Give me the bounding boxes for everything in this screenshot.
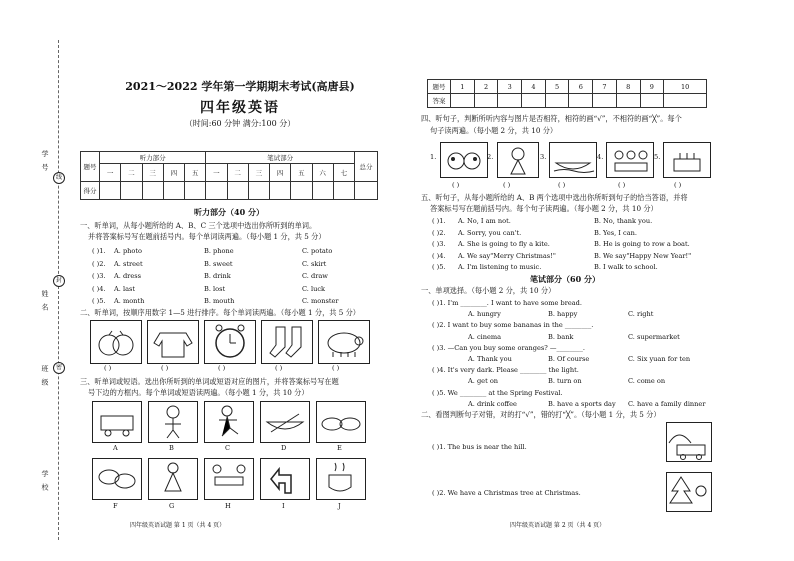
answer-col: 10 (664, 80, 707, 94)
seal-line: 线 (53, 172, 65, 184)
q5-title-2: 答案标号写在题前括号内。每个句子读两遍。（每小题 2 分，共 10 分） (430, 204, 658, 213)
option-c: C. right (628, 310, 654, 319)
written-heading: 笔试部分（60 分） (530, 274, 600, 284)
listening-group: 听力部分 (100, 152, 206, 164)
total-label: 总分 (355, 152, 378, 182)
option-c: C. draw (302, 272, 328, 280)
option-b: B. I walk to school. (594, 263, 658, 272)
option-a: A. Thank you (468, 354, 512, 363)
score-row-label: 题号 (81, 152, 100, 182)
socks-icon (262, 321, 312, 363)
girl-icon (149, 459, 197, 499)
question-text: It's very dark. Please ________ the light. (447, 366, 579, 375)
answer-col: 2 (474, 80, 498, 94)
option-c: C. monster (302, 297, 339, 305)
clock-icon (205, 321, 255, 363)
item-number: ( )2. (432, 228, 446, 237)
option-b: B. turn on (548, 377, 582, 386)
q1-item (92, 295, 382, 308)
class-label: 班 级 (41, 365, 49, 388)
answer-cell[interactable] (545, 94, 569, 108)
score-cell[interactable] (142, 182, 163, 200)
school-label: 学 校 (41, 470, 49, 493)
sweater-icon (148, 321, 198, 363)
score-cell[interactable] (163, 182, 184, 200)
score-cell[interactable] (355, 182, 378, 200)
q1-item (92, 283, 382, 296)
q5-item (432, 216, 712, 228)
score-cell[interactable] (270, 182, 291, 200)
q5-item (432, 262, 712, 274)
q5-item (432, 239, 712, 251)
item-number: ( )1. (432, 299, 446, 307)
picture-label: F (113, 502, 118, 510)
item-number: ( )5. (432, 388, 446, 397)
tomato-picture (90, 320, 142, 364)
item-number: ( )3. (432, 343, 446, 352)
answer-cell[interactable] (498, 94, 522, 108)
q1-item (92, 270, 382, 283)
item-number: ( )4. (432, 251, 446, 260)
option-a: A. street (114, 259, 143, 268)
s1-options (432, 376, 712, 387)
option-a: A. We say"Merry Christmas!" (458, 251, 556, 260)
item-number: ( )4. (432, 366, 446, 375)
picture-label: I (282, 502, 285, 510)
chess-picture (204, 458, 254, 500)
option-c: C. come on (628, 377, 666, 386)
coffee-picture (316, 458, 366, 500)
question-text: I want to buy some bananas in the ________. (447, 321, 594, 330)
family-icon (607, 143, 653, 177)
binding-line (58, 40, 59, 540)
answer-table (427, 79, 707, 108)
bread-icon (317, 402, 365, 442)
q4-answer-blank[interactable]: ( ) (674, 181, 682, 189)
option-a: A. dress (114, 272, 141, 280)
pig-picture (318, 320, 370, 364)
item-number: ( )4. (92, 284, 106, 293)
seal-seal: 封 (53, 275, 65, 287)
option-a: A. last (114, 284, 136, 293)
score-col: 五 (291, 164, 312, 182)
q4-answer-blank[interactable]: ( ) (618, 181, 626, 189)
name-label: 姓 名 (41, 290, 49, 313)
answer-col: 8 (616, 80, 640, 94)
option-a: A. hungry (468, 310, 501, 319)
boat-picture (260, 401, 310, 443)
answer-col: 9 (640, 80, 664, 94)
q4-title: 四、听句子，判断所听内容与图片是否相符，相符的画“√”，不相符的画“╳”。每个 (421, 114, 682, 123)
q1-title: 一、听单词，从每小题所给的 A、B、C 三个选项中选出你所听到的单词。 (80, 221, 317, 230)
option-c: C. Six yuan for ten (628, 354, 691, 363)
bread-picture (316, 401, 366, 443)
answer-cell[interactable] (451, 94, 475, 108)
item-number: ( )2. (432, 321, 446, 330)
item-number: ( )3. (92, 272, 106, 280)
option-b: B. have a sports day (548, 399, 616, 408)
q5-item (432, 251, 712, 263)
q4-num: 2. (487, 153, 494, 161)
tomato-icon (91, 321, 141, 363)
socks-picture (261, 320, 313, 364)
s1-options (432, 309, 712, 320)
bus-hill-picture (666, 422, 712, 462)
seal-secret: 密 (53, 362, 65, 374)
s2-title: 二、看图判断句子对错，对的打“√”，错的打“╳”。（每小题 1 分，共 5 分） (421, 410, 661, 419)
christmas-tree-icon (667, 473, 711, 511)
christmas-picture (666, 472, 712, 512)
answer-col: 6 (569, 80, 593, 94)
option-b: B. He is going to row a boat. (594, 240, 690, 249)
score-col: 五 (185, 164, 206, 182)
q1-item (92, 245, 382, 258)
exam-meta: （时间:60 分钟 满分:100 分） (184, 119, 296, 128)
option-c: C. skirt (302, 259, 327, 268)
picture-label: G (169, 502, 175, 510)
option-b: B. happy (548, 310, 578, 319)
item-number: ( )2. (432, 489, 446, 497)
boy-picture (148, 401, 198, 443)
score-cell[interactable] (121, 182, 142, 200)
score-col: 一 (206, 164, 227, 182)
option-a: A. get on (468, 377, 499, 386)
option-b: B. phone (204, 247, 234, 255)
exam-title: 2021～2022 学年第一学期期末考试(高唐县) (125, 80, 355, 93)
q4-num: 5. (654, 153, 661, 161)
sweater-picture (147, 320, 199, 364)
option-c: C. supermarket (628, 332, 680, 341)
q3-title-2: 号下边的方框内。每个单词或短语读两遍。（每小题 1 分，共 10 分） (88, 388, 309, 397)
answer-cell[interactable] (640, 94, 664, 108)
option-c: C. have a family dinner (628, 399, 706, 408)
option-a: A. She is going to fly a kite. (458, 240, 550, 249)
item-number: ( )1. (432, 443, 446, 451)
score-col: 六 (312, 164, 333, 182)
boy-icon (149, 402, 197, 442)
skater-picture (204, 401, 254, 443)
q4-answer-blank[interactable]: ( ) (503, 181, 511, 189)
q5-options (432, 216, 712, 274)
score-col: 一 (100, 164, 121, 182)
s1-options (432, 332, 712, 343)
score-cell[interactable] (227, 182, 248, 200)
q4-num: 3. (540, 153, 547, 161)
coffee-icon (317, 459, 365, 499)
s1-question (432, 388, 712, 399)
answer-col: 4 (522, 80, 546, 94)
student-number-label: 学 号 (41, 150, 49, 173)
family-picture (606, 142, 654, 178)
option-b: B. We say"Happy New Year!" (594, 251, 692, 260)
q5-item (432, 228, 712, 240)
option-b: B. No, thank you. (594, 217, 653, 225)
option-a: A. photo (114, 247, 143, 255)
answer-col: 1 (451, 80, 475, 94)
q2-answer-blank[interactable]: ( ) (218, 364, 226, 372)
option-a: A. drink coffee (468, 399, 517, 408)
item-number: ( )5. (92, 297, 106, 305)
picture-label: D (281, 444, 287, 452)
question-text: The bus is near the hill. (447, 443, 527, 451)
score-cell[interactable] (291, 182, 312, 200)
footer-right: 四年级英语试题 第 2 页（共 4 页） (510, 522, 606, 529)
item-number: ( )3. (432, 240, 446, 249)
train-picture (92, 401, 142, 443)
written-group: 笔试部分 (206, 152, 355, 164)
score-cell[interactable] (100, 182, 121, 200)
skater-icon (205, 402, 253, 442)
s1-questions (432, 298, 712, 410)
score-table (80, 151, 378, 200)
score-col: 四 (270, 164, 291, 182)
listening-heading: 听力部分（40 分） (194, 207, 264, 217)
score-row-label: 得分 (81, 182, 100, 200)
item-number: ( )1. (432, 217, 446, 225)
score-cell[interactable] (185, 182, 206, 200)
question-text: We have a Christmas tree at Christmas. (447, 489, 581, 497)
q4-answer-blank[interactable]: ( ) (452, 181, 460, 189)
s1-options (432, 354, 712, 365)
picture-label: H (225, 502, 231, 510)
question-text: We ________ at the Spring Festival. (447, 388, 563, 397)
option-a: A. month (114, 297, 145, 305)
boat-icon (550, 143, 596, 177)
item-number: ( )2. (92, 259, 106, 268)
girl-drinking-picture (497, 142, 539, 178)
score-col: 三 (248, 164, 269, 182)
answer-row-label: 答案 (428, 94, 451, 108)
option-c: C. potato (302, 247, 333, 255)
score-col: 四 (163, 164, 184, 182)
q2-answer-blank[interactable]: ( ) (332, 364, 340, 372)
answer-cell[interactable] (569, 94, 593, 108)
question-text: —Can you buy some oranges? —________. (447, 343, 586, 352)
option-b: B. Yes, I can. (594, 228, 637, 237)
score-col: 三 (142, 164, 163, 182)
q2-answer-blank[interactable]: ( ) (104, 364, 112, 372)
q4-num: 4. (597, 153, 604, 161)
answer-cell[interactable] (664, 94, 707, 108)
chess-icon (205, 459, 253, 499)
clock-picture (204, 320, 256, 364)
q1-title-2: 并将答案标号写在题前括号内。每个单词读两遍。（每小题 1 分，共 5 分） (88, 232, 326, 241)
train-icon (93, 402, 141, 442)
bread-loaf-picture (92, 458, 142, 500)
answer-cell[interactable] (474, 94, 498, 108)
q4-num: 1. (430, 153, 437, 161)
boat-river-picture (549, 142, 597, 178)
option-c: C. luck (302, 284, 326, 293)
option-b: B. Of course (548, 354, 590, 363)
s1-question (432, 298, 712, 309)
option-b: B. mouth (204, 297, 235, 305)
pandas-picture (440, 142, 488, 178)
q1-options (92, 245, 382, 308)
answer-row-label: 题号 (428, 80, 451, 94)
option-a: A. No, I am not. (458, 217, 511, 225)
option-b: B. drink (204, 272, 231, 280)
q3-title: 三、听单词或短语。选出你所听到的单词或短语对应的图片，并将答案标号写在题 (80, 377, 339, 386)
option-a: A. Sorry, you can't. (458, 228, 522, 237)
q5-title: 五、听句子，从每小题所给的 A、B 两个选项中选出你所听到句子的恰当答语，并将 (421, 193, 688, 202)
q4-title-2: 句子读两遍。（每小题 2 分，共 10 分） (430, 126, 558, 135)
score-cell[interactable] (312, 182, 333, 200)
answer-col: 5 (545, 80, 569, 94)
q4-answer-blank[interactable]: ( ) (558, 181, 566, 189)
option-b: B. lost (204, 284, 226, 293)
option-a: A. I'm listening to music. (458, 263, 542, 272)
girl-icon (498, 143, 538, 177)
option-b: B. bank (548, 332, 574, 341)
q2-answer-blank[interactable]: ( ) (275, 364, 283, 372)
score-col: 七 (333, 164, 354, 182)
turn-left-picture (260, 458, 310, 500)
item-number: ( )1. (92, 247, 106, 255)
s2-question (432, 489, 581, 497)
answer-cell[interactable] (593, 94, 617, 108)
s1-question (432, 343, 712, 354)
answer-col: 3 (498, 80, 522, 94)
q1-item (92, 258, 382, 271)
answer-cell[interactable] (616, 94, 640, 108)
s1-title: 一、单项选择。（每小题 2 分，共 10 分） (421, 286, 556, 295)
score-col: 二 (227, 164, 248, 182)
s1-question (432, 320, 712, 331)
score-cell[interactable] (333, 182, 354, 200)
picture-label: J (338, 502, 341, 510)
question-text: I'm ________. I want to have some bread. (447, 299, 583, 307)
cake-icon (664, 143, 710, 177)
picture-label: C (225, 444, 231, 452)
pig-icon (319, 321, 369, 363)
option-b: B. sweet (204, 259, 233, 268)
item-number: ( )5. (432, 263, 446, 272)
turn-left-icon (261, 459, 309, 499)
answer-cell[interactable] (522, 94, 546, 108)
q2-title: 二、听单词，按顺序用数字 1—5 进行排序。每个单词读两遍。（每小题 1 分，共 5 分） (80, 308, 360, 317)
score-cell[interactable] (206, 182, 227, 200)
footer-left: 四年级英语试题 第 1 页（共 4 页） (130, 522, 226, 529)
picture-label: B (169, 444, 174, 452)
score-col: 二 (121, 164, 142, 182)
exam-subject: 四年级英语 (200, 100, 280, 116)
boat-icon (261, 402, 309, 442)
bus-icon (667, 423, 711, 461)
score-cell[interactable] (248, 182, 269, 200)
option-a: A. cinema (468, 332, 502, 341)
q2-answer-blank[interactable]: ( ) (161, 364, 169, 372)
birthday-picture (663, 142, 711, 178)
panda-icon (441, 143, 487, 177)
s1-question (432, 365, 712, 376)
s2-question (432, 443, 527, 451)
bread-icon (93, 459, 141, 499)
answer-col: 7 (593, 80, 617, 94)
picture-label: E (337, 444, 342, 452)
shopping-picture (148, 458, 198, 500)
s1-options (432, 399, 712, 410)
picture-label: A (113, 444, 118, 452)
